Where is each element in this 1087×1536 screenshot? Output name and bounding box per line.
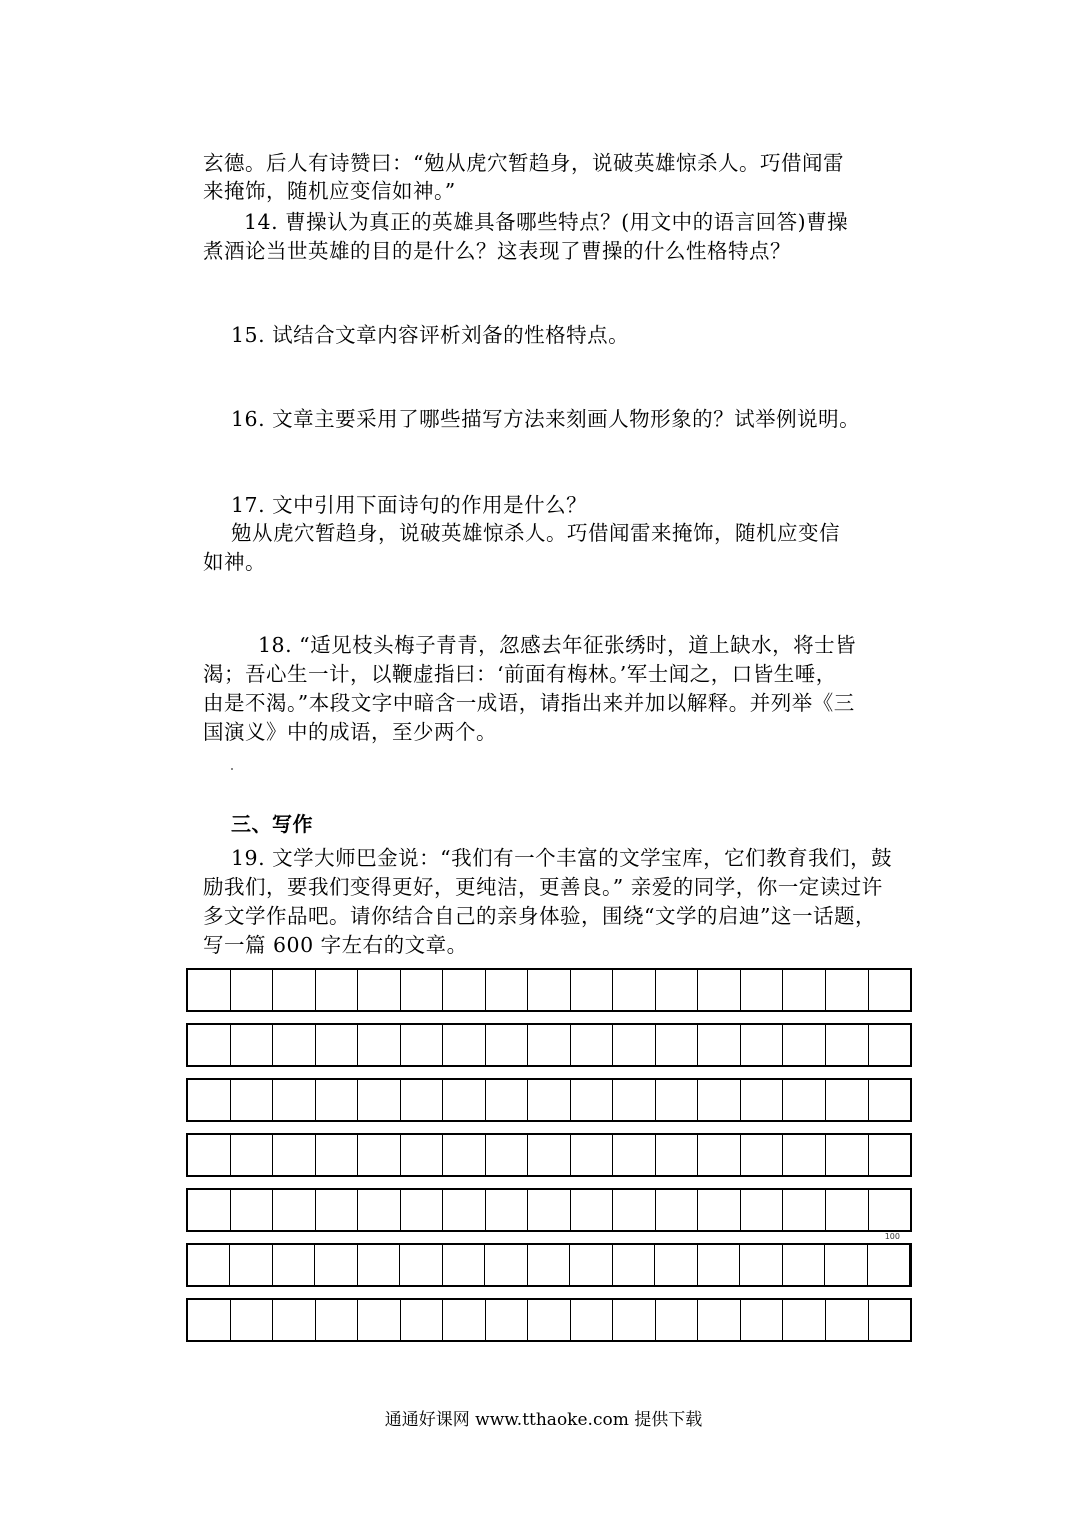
grid-cell[interactable] [571,1190,614,1230]
grid-cell[interactable] [825,1245,867,1285]
grid-cell[interactable] [443,1245,485,1285]
question-18: 18. “适见枝头梅子青青，忽感去年征张绣时，道上缺水，将士皆 [258,633,857,657]
grid-row [186,1188,912,1232]
grid-cell[interactable] [316,1025,359,1065]
grid-cell[interactable] [783,1300,826,1340]
grid-cell[interactable] [188,1135,231,1175]
passage-line: 来掩饰，随机应变信如神。” [203,179,456,203]
grid-cell[interactable] [273,1080,316,1120]
grid-cell[interactable] [571,1300,614,1340]
grid-cell[interactable] [443,1300,486,1340]
grid-cell[interactable] [358,1080,401,1120]
grid-cell[interactable] [486,1190,529,1230]
grid-cell[interactable] [783,970,826,1010]
grid-cell[interactable] [188,1300,231,1340]
question-19: 励我们，要我们变得更好，更纯洁，更善良。” 亲爱的同学，你一定读过许 [203,875,883,899]
grid-cell[interactable] [443,970,486,1010]
grid-cell[interactable] [528,1190,571,1230]
grid-cell[interactable] [656,1190,699,1230]
grid-cell[interactable] [698,970,741,1010]
grid-cell[interactable] [315,1245,357,1285]
grid-cell[interactable] [188,970,231,1010]
grid-cell[interactable] [698,1190,741,1230]
grid-cell[interactable] [698,1300,741,1340]
grid-cell[interactable] [358,1025,401,1065]
grid-cell[interactable] [273,1190,316,1230]
grid-cell[interactable] [869,970,911,1010]
grid-cell[interactable] [869,1135,911,1175]
grid-cell[interactable] [656,1135,699,1175]
grid-cell[interactable] [613,1300,656,1340]
grid-cell[interactable] [188,1245,230,1285]
grid-cell[interactable] [869,1025,911,1065]
grid-cell[interactable] [273,1300,316,1340]
grid-cell[interactable] [826,1190,869,1230]
grid-cell[interactable] [486,970,529,1010]
grid-cell[interactable] [571,1080,614,1120]
stray-dot [231,768,233,770]
grid-cell[interactable] [783,1190,826,1230]
grid-cell[interactable] [401,1025,444,1065]
grid-cell[interactable] [358,1245,400,1285]
grid-cell[interactable] [188,1190,231,1230]
grid-cell[interactable] [231,1080,274,1120]
grid-cell[interactable] [613,1245,655,1285]
grid-cell[interactable] [783,1025,826,1065]
grid-cell[interactable] [783,1135,826,1175]
grid-row [186,968,912,1012]
grid-cell[interactable] [273,1135,316,1175]
grid-cell[interactable] [400,1245,442,1285]
grid-row [186,1078,912,1122]
grid-cell[interactable] [656,1300,699,1340]
grid-cell[interactable] [698,1025,741,1065]
section-heading: 三、写作 [231,812,313,836]
grid-cell[interactable] [826,1080,869,1120]
grid-cell[interactable] [528,1135,571,1175]
grid-cell[interactable] [656,970,699,1010]
question-19: 19. 文学大师巴金说：“我们有一个丰富的文学宝库，它们教育我们，鼓 [231,846,893,870]
grid-cell[interactable] [273,1245,315,1285]
grid-row [186,1232,912,1287]
grid-cell[interactable] [826,1025,869,1065]
grid-cell[interactable] [826,970,869,1010]
grid-cell[interactable] [741,1135,784,1175]
grid-cell[interactable] [528,1025,571,1065]
grid-cell[interactable] [401,1300,444,1340]
grid-cell[interactable] [273,970,316,1010]
grid-cell[interactable] [358,1190,401,1230]
question-17: 勉从虎穴暂趋身，说破英雄惊杀人。巧借闻雷来掩饰，随机应变信 [231,521,840,545]
grid-cell[interactable] [613,1135,656,1175]
grid-cell[interactable] [486,1025,529,1065]
grid-cell[interactable] [358,1300,401,1340]
question-19: 写一篇 600 字左右的文章。 [203,933,468,957]
grid-cell[interactable] [741,970,784,1010]
grid-cell[interactable] [528,1245,570,1285]
writing-grid [186,968,912,1353]
grid-cell[interactable] [273,1025,316,1065]
grid-cell[interactable] [613,1080,656,1120]
question-14: 14. 曹操认为真正的英雄具备哪些特点？(用文中的语言回答)曹操 [244,210,849,234]
grid-cell[interactable] [358,1135,401,1175]
passage-line: 玄德。后人有诗赞曰：“勉从虎穴暂趋身，说破英雄惊杀人。巧借闻雷 [203,151,844,175]
question-15: 15. 试结合文章内容评析刘备的性格特点。 [231,323,630,347]
grid-cell[interactable] [869,1080,911,1120]
grid-cell[interactable] [655,1245,697,1285]
grid-row [186,1133,912,1177]
question-18: 渴；吾心生一计，以鞭虚指曰：‘前面有梅林。’军士闻之，口皆生唾， [203,662,837,686]
grid-cell[interactable] [698,1080,741,1120]
grid-cell[interactable] [401,1135,444,1175]
grid-cell[interactable] [231,1135,274,1175]
grid-cell[interactable] [401,970,444,1010]
grid-cell[interactable] [698,1135,741,1175]
grid-cell[interactable] [741,1080,784,1120]
question-18: 国演义》中的成语，至少两个。 [203,720,497,744]
grid-cell[interactable] [230,1245,272,1285]
grid-row [186,1023,912,1067]
grid-cell[interactable] [401,1080,444,1120]
grid-cell[interactable] [570,1245,612,1285]
question-14: 煮酒论当世英雄的目的是什么？这表现了曹操的什么性格特点？ [203,239,791,263]
grid-cell[interactable] [783,1080,826,1120]
grid-cell[interactable] [401,1190,444,1230]
grid-cell[interactable] [826,1300,869,1340]
grid-cell[interactable] [316,1300,359,1340]
grid-cell[interactable] [740,1245,782,1285]
grid-cell[interactable] [316,970,359,1010]
grid-cell[interactable] [188,1025,231,1065]
grid-cell[interactable] [571,970,614,1010]
grid-cell[interactable] [231,970,274,1010]
grid-cell[interactable] [571,1025,614,1065]
question-18: 由是不渴。”本段文字中暗含一成语，请指出来并加以解释。并列举《三 [203,691,855,715]
grid-row [186,1298,912,1342]
grid-cell[interactable] [231,1300,274,1340]
grid-cell[interactable] [443,1080,486,1120]
grid-cell[interactable] [358,970,401,1010]
grid-cell[interactable] [316,1190,359,1230]
grid-cell[interactable] [656,1025,699,1065]
question-17: 17. 文中引用下面诗句的作用是什么？ [231,493,588,517]
grid-cell[interactable] [443,1135,486,1175]
grid-cell[interactable] [698,1245,740,1285]
grid-cell[interactable] [231,1025,274,1065]
grid-cell[interactable] [528,1080,571,1120]
grid-cell[interactable] [613,970,656,1010]
footer: 通通好课网 www.tthaoke.com 提供下载 [384,1410,703,1430]
grid-cell[interactable] [868,1245,910,1285]
grid-cell[interactable] [485,1245,527,1285]
grid-cell[interactable] [316,1080,359,1120]
grid-cell[interactable] [231,1190,274,1230]
grid-cell[interactable] [528,1300,571,1340]
grid-cell[interactable] [741,1025,784,1065]
grid-cell[interactable] [613,1025,656,1065]
grid-cell[interactable] [188,1080,231,1120]
question-19: 多文学作品吧。请你结合自己的亲身体验，围绕“文学的启迪”这一话题， [203,904,876,928]
grid-cell[interactable] [528,970,571,1010]
grid-cell[interactable] [869,1190,911,1230]
grid-cell[interactable] [443,1190,486,1230]
grid-cell[interactable] [741,1300,784,1340]
grid-cell[interactable] [486,1135,529,1175]
question-16: 16. 文章主要采用了哪些描写方法来刻画人物形象的？试举例说明。 [231,407,861,431]
grid-cell[interactable] [869,1300,911,1340]
grid-cell[interactable] [826,1135,869,1175]
grid-count-marker: 100 [884,1232,900,1241]
grid-cell[interactable] [613,1190,656,1230]
grid-cell[interactable] [486,1300,529,1340]
grid-cell[interactable] [656,1080,699,1120]
grid-cell[interactable] [316,1135,359,1175]
grid-cell[interactable] [783,1245,825,1285]
grid-cell[interactable] [486,1080,529,1120]
grid-cell[interactable] [741,1190,784,1230]
grid-cell[interactable] [571,1135,614,1175]
grid-cell[interactable] [443,1025,486,1065]
question-17: 如神。 [203,550,266,574]
